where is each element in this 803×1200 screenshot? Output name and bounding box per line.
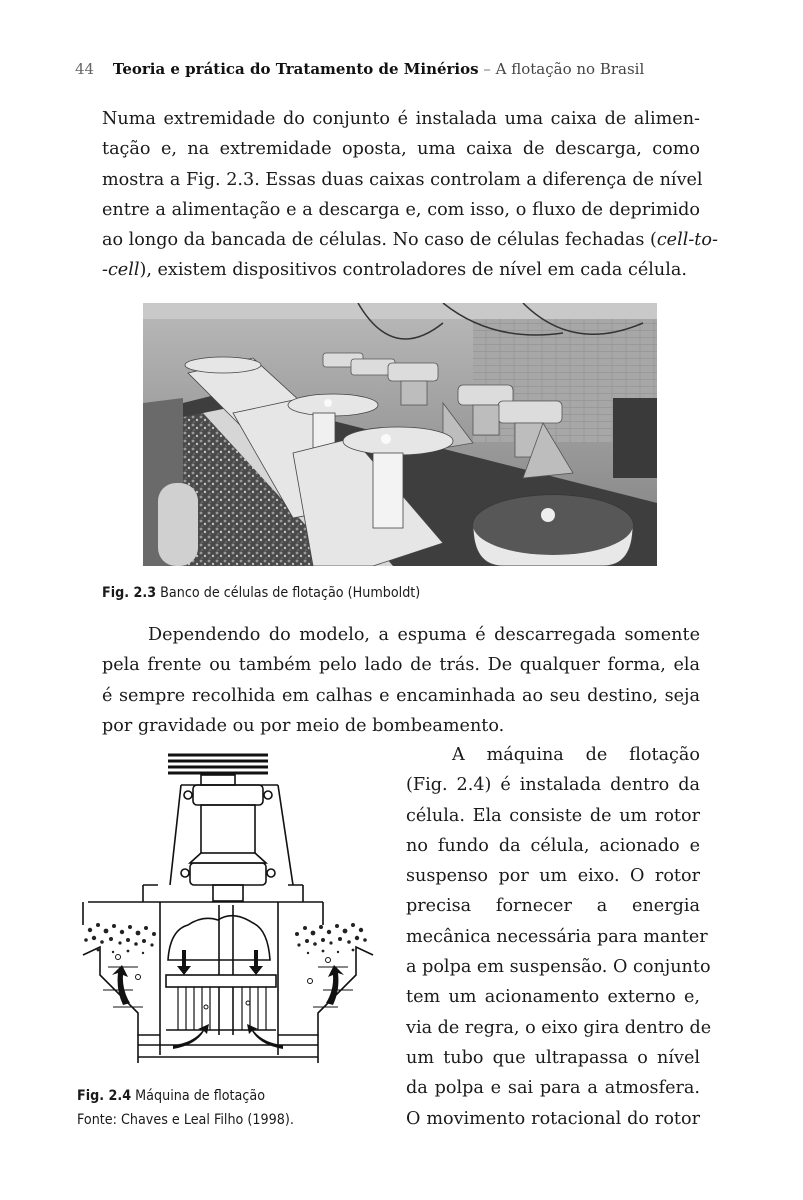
italic-term: -cell: [102, 260, 140, 281]
text-line: a polpa em suspensão. O conjunto: [406, 957, 711, 978]
title-separator: –: [478, 60, 496, 78]
paragraph-3: [406, 740, 712, 1134]
text-line: [102, 255, 700, 285]
text-line: pela frente ou também pelo lado de trás. De qualquer forma, ela: [102, 655, 700, 676]
text-line: célula. Ela consiste de um rotor: [406, 805, 700, 826]
paragraph-2: [102, 620, 700, 741]
text-line: entre a alimentação e a descarga e, com isso, o fluxo de deprimido: [102, 199, 700, 220]
text-line: mecânica necessária para manter: [406, 926, 708, 947]
book-subtitle: A flotação no Brasil: [495, 60, 645, 78]
text-line: Numa extremidade do conjunto é instalada uma caixa de alimen-: [102, 109, 700, 129]
text-line: da polpa e sai para a atmosfera.: [406, 1078, 700, 1099]
text-span: ao longo da bancada de células. No caso de células fechadas (: [102, 230, 657, 251]
caption-title-line: [77, 1084, 294, 1108]
page-number: 44: [75, 60, 95, 78]
text-line: tação e, na extremidade oposta, uma caixa de descarga, como: [102, 139, 700, 160]
paragraph-1: [102, 104, 718, 286]
text-line: [102, 225, 718, 255]
text-line: Dependendo do modelo, a espuma é descarregada somente: [148, 625, 700, 645]
figure-label: Fig. 2.4: [77, 1088, 132, 1104]
text-line: suspenso por um eixo. O rotor: [406, 866, 700, 887]
text-line: um tubo que ultrapassa o nível: [406, 1047, 700, 1068]
flotation-machine-diagram: [78, 745, 383, 1065]
text-line: A máquina de flotação: [452, 745, 700, 765]
text-line: (Fig. 2.4) é instalada dentro da: [406, 775, 700, 796]
italic-term: cell-to-: [656, 230, 718, 251]
figure-label: Fig. 2.3: [102, 585, 157, 601]
caption-source: Fonte: Chaves e Leal Filho (1998).: [77, 1112, 294, 1128]
flotation-cell-bank-photo: [143, 303, 657, 566]
text-line: mostra a Fig. 2.3. Essas duas caixas controlam a diferença de nível: [102, 169, 703, 190]
figure-2-4-caption: [77, 1084, 294, 1132]
text-line: via de regra, o eixo gira dentro de: [406, 1017, 712, 1038]
running-head: [75, 60, 644, 78]
caption-text: Banco de células de flotação (Humboldt): [156, 585, 421, 601]
text-line: precisa fornecer a energia: [406, 896, 700, 917]
text-line: O movimento rotacional do rotor: [406, 1108, 700, 1129]
caption-text: Máquina de flotação: [131, 1088, 266, 1104]
book-title: Teoria e prática do Tratamento de Minérios: [112, 60, 479, 78]
figure-2-3-caption: [102, 585, 420, 601]
text-line: por gravidade ou por meio de bombeamento.: [102, 715, 505, 736]
text-span: ), existem dispositivos controladores de nível em cada célula.: [139, 260, 687, 281]
text-line: é sempre recolhida em calhas e encaminhada ao seu destino, seja: [102, 685, 700, 706]
text-line: tem um acionamento externo e,: [406, 987, 700, 1008]
text-line: no fundo da célula, acionado e: [406, 835, 700, 856]
